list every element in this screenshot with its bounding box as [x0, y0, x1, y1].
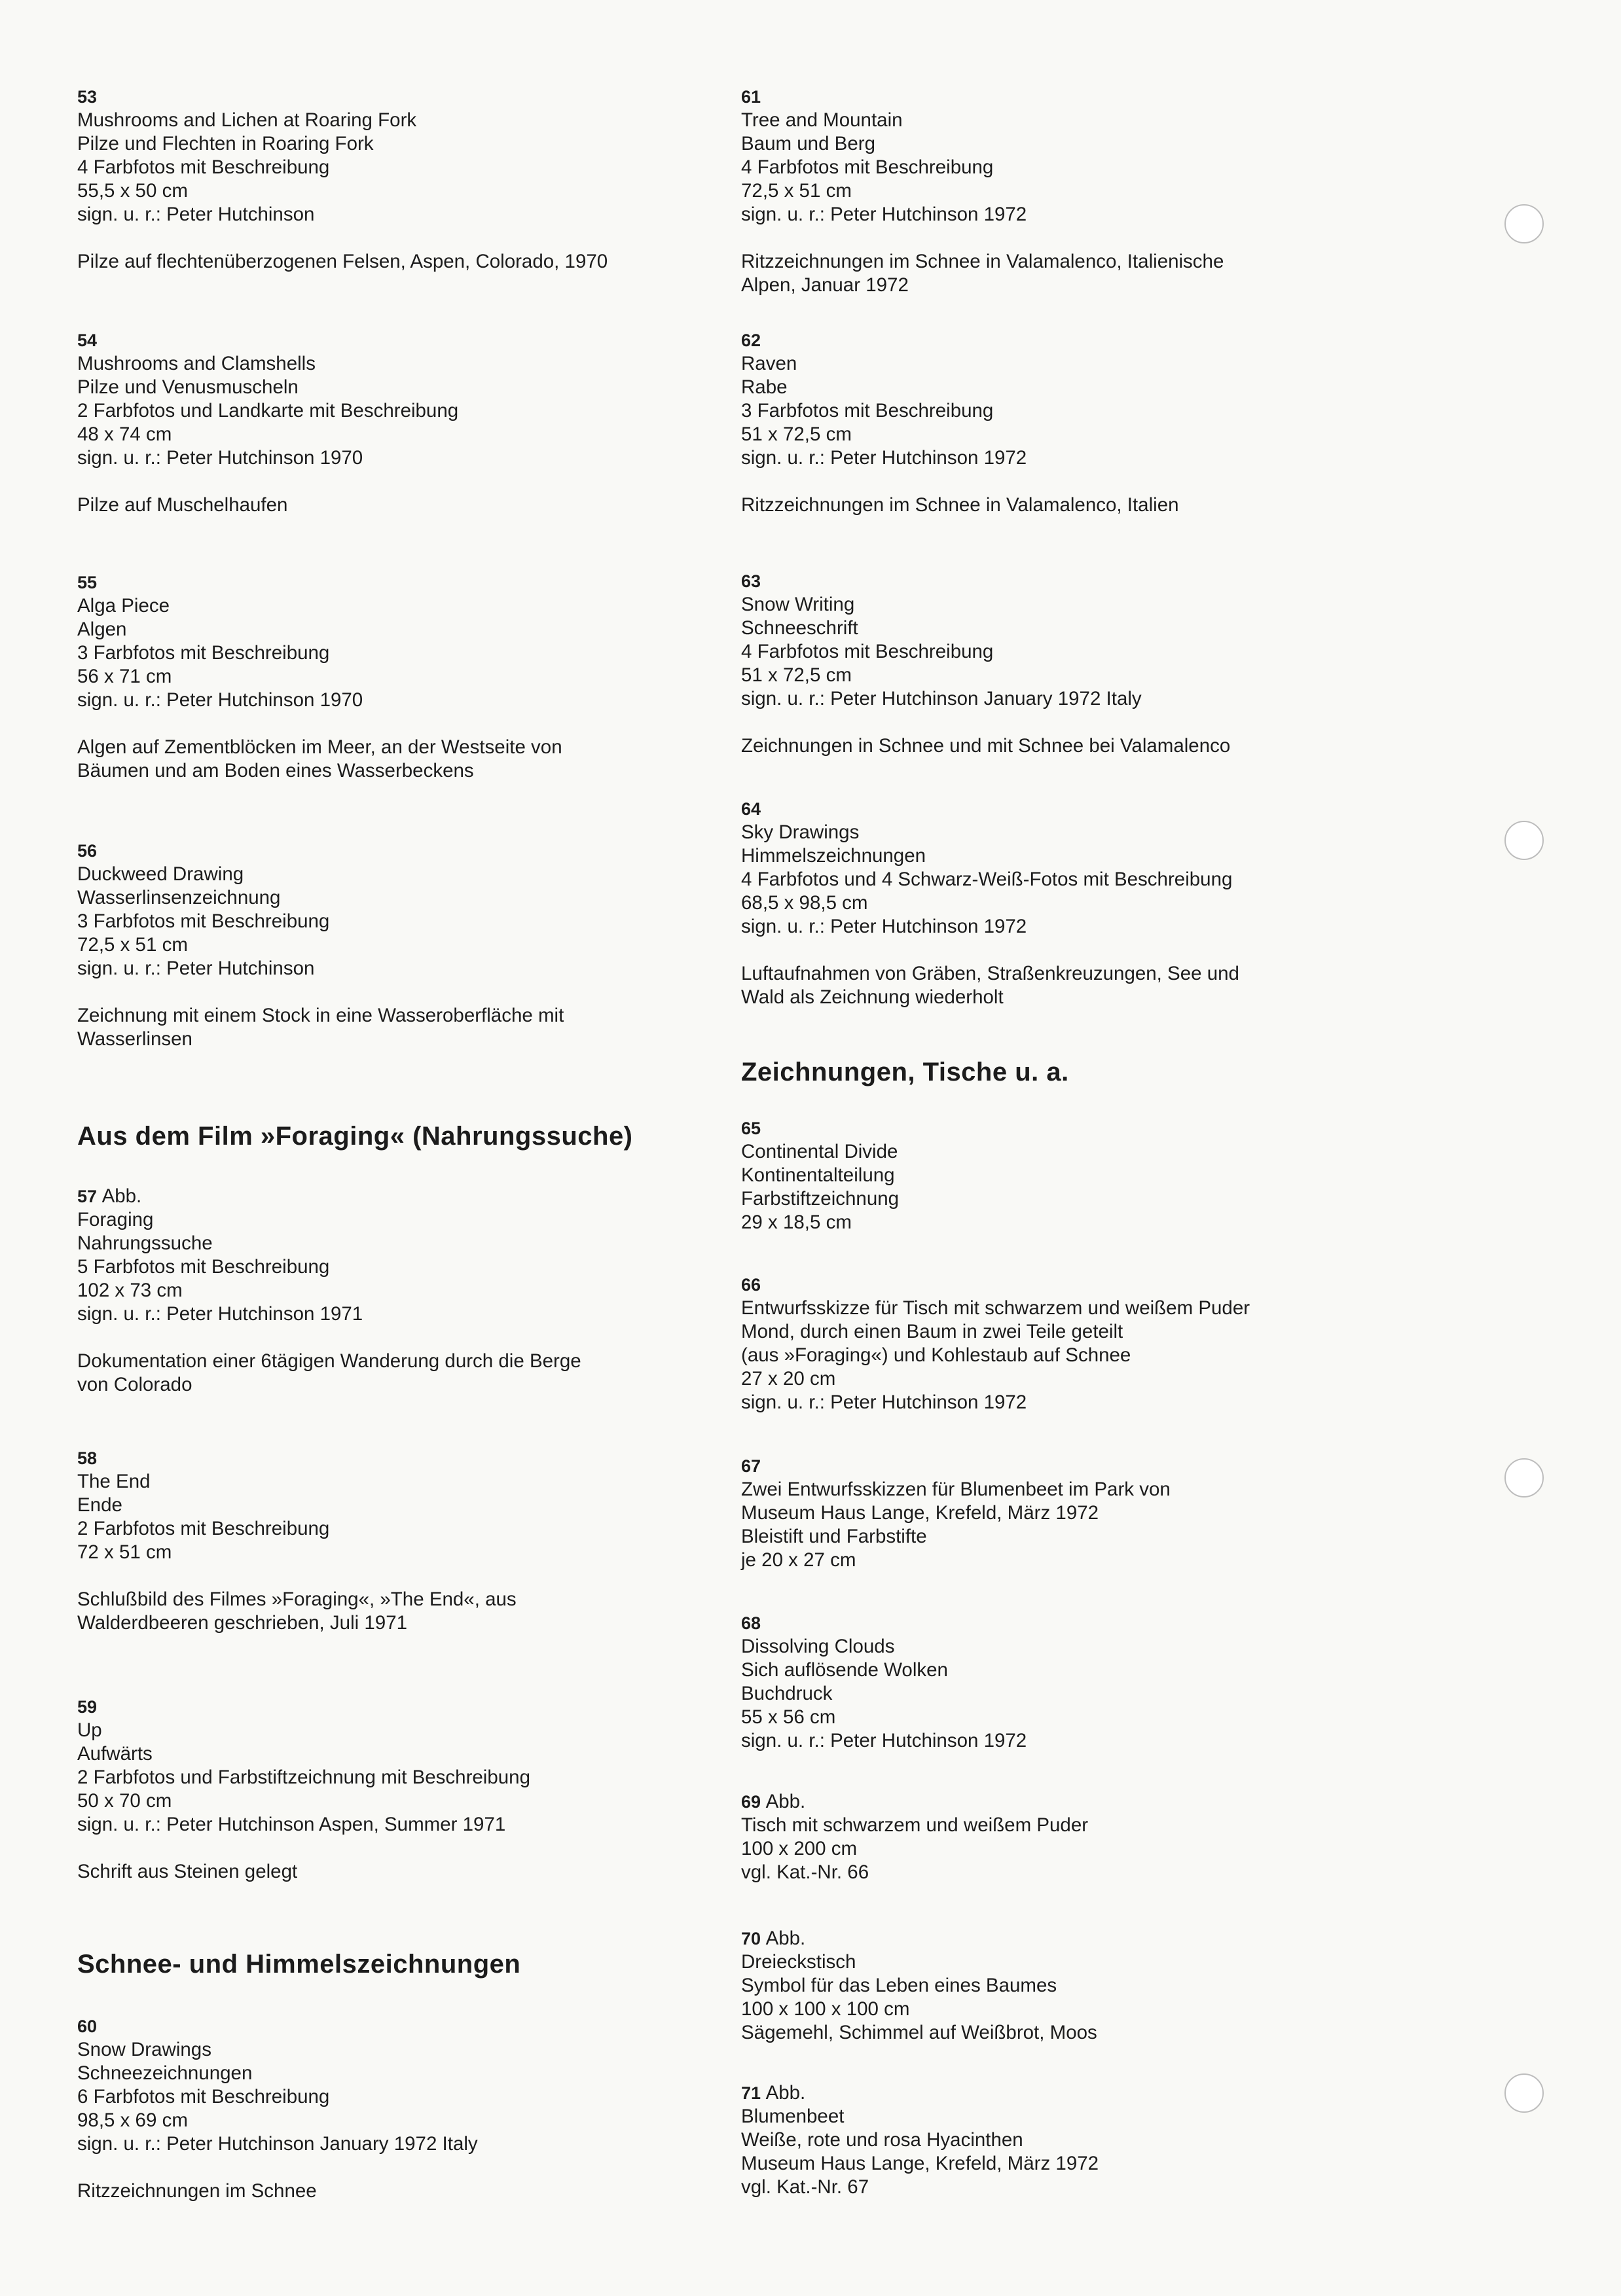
description-line: Wasserlinsen [77, 1028, 192, 1050]
entry-number-text: 69 [741, 1792, 761, 1812]
entry-line: 6 Farbfotos mit Beschreibung [77, 2086, 330, 2108]
entry-line: Duckweed Drawing [77, 863, 244, 885]
entry-description [77, 1860, 530, 1884]
entry-number-text: 54 [77, 331, 98, 350]
entry-description [741, 493, 1179, 517]
entry-number-text: 60 [77, 2017, 98, 2036]
entry-number [741, 569, 1230, 593]
catalog-entry [741, 85, 1224, 297]
entry-line: Dreieckstisch [741, 1951, 856, 1973]
entry-number-text: 67 [741, 1456, 761, 1476]
description-line: Wald als Zeichnung wiederholt [741, 986, 1004, 1008]
entry-line: Snow Writing [741, 594, 855, 615]
entry-number [77, 2015, 478, 2038]
entry-line: 72,5 x 51 cm [741, 180, 852, 202]
entry-number [741, 2081, 1099, 2105]
entry-number [77, 329, 458, 352]
entry-line: Schneeschrift [741, 617, 858, 639]
catalog-entry [741, 2081, 1099, 2199]
catalog-entry [741, 797, 1239, 1009]
description-line: Schlußbild des Filmes »Foraging«, »The End«, aus [77, 1588, 517, 1610]
catalog-entry [741, 329, 1179, 517]
punch-hole-upper-middle [1504, 821, 1544, 860]
entry-line: 56 x 71 cm [77, 666, 172, 687]
entry-line: sign. u. r.: Peter Hutchinson 1972 [741, 447, 1027, 469]
entry-line: Entwurfsskizze für Tisch mit schwarzem und weißem Puder [741, 1297, 1250, 1319]
entry-line: 50 x 70 cm [77, 1790, 172, 1812]
entry-line: vgl. Kat.-Nr. 66 [741, 1861, 869, 1883]
entry-number [741, 1790, 1088, 1814]
entry-number [741, 1273, 1250, 1297]
entry-line: Mushrooms and Clamshells [77, 353, 316, 374]
entry-description [77, 493, 458, 517]
description-line: Alpen, Januar 1972 [741, 274, 909, 296]
entry-number [77, 571, 562, 594]
entry-line: sign. u. r.: Peter Hutchinson 1972 [741, 1730, 1027, 1751]
description-line: Ritzzeichnungen im Schnee [77, 2180, 317, 2202]
entry-number-text: 71 [741, 2083, 761, 2103]
entry-line: 51 x 72,5 cm [741, 664, 852, 686]
description-line: Dokumentation einer 6tägigen Wanderung durch die Berge [77, 1350, 581, 1372]
entry-line: Sägemehl, Schimmel auf Weißbrot, Moos [741, 2022, 1097, 2043]
entry-line: 2 Farbfotos und Farbstiftzeichnung mit Beschreibung [77, 1767, 530, 1788]
entry-line: Weiße, rote und rosa Hyacinthen [741, 2129, 1023, 2151]
entry-number [741, 1454, 1171, 1478]
section-heading: Schnee- und Himmelszeichnungen [77, 1950, 521, 1979]
entry-line: Algen [77, 619, 127, 640]
entry-line: Pilze und Flechten in Roaring Fork [77, 133, 374, 154]
entry-number-text: 66 [741, 1275, 761, 1295]
entry-line: 27 x 20 cm [741, 1368, 836, 1390]
entry-number [741, 85, 1224, 109]
entry-number-text: 59 [77, 1697, 98, 1717]
entry-number-text: 58 [77, 1448, 98, 1468]
entry-line: Himmelszeichnungen [741, 845, 926, 867]
entry-line: Zwei Entwurfsskizzen für Blumenbeet im Park von [741, 1479, 1171, 1500]
entry-line: Up [77, 1719, 102, 1741]
entry-line: Kontinentalteilung [741, 1164, 895, 1186]
catalog-entry [741, 1273, 1250, 1414]
description-line: Algen auf Zementblöcken im Meer, an der Westseite von [77, 736, 562, 758]
entry-line: 48 x 74 cm [77, 423, 172, 445]
entry-line: Museum Haus Lange, Krefeld, März 1972 [741, 2153, 1099, 2174]
entry-line: 3 Farbfotos mit Beschreibung [77, 910, 330, 932]
entry-line: sign. u. r.: Peter Hutchinson January 1972 Italy [77, 2133, 478, 2155]
entry-line: 4 Farbfotos und 4 Schwarz-Weiß-Fotos mit Beschreibung [741, 869, 1233, 890]
entry-line: Snow Drawings [77, 2039, 211, 2060]
catalog-entry [741, 569, 1230, 758]
entry-description [741, 250, 1224, 297]
entry-line: Sky Drawings [741, 821, 860, 843]
entry-line: Pilze und Venusmuscheln [77, 376, 299, 398]
entry-number-text: 62 [741, 331, 761, 350]
catalog-entry [741, 1454, 1171, 1572]
entry-line: Tree and Mountain [741, 109, 903, 131]
entry-line: sign. u. r.: Peter Hutchinson 1970 [77, 447, 363, 469]
entry-line: 100 x 200 cm [741, 1838, 858, 1859]
entry-description [77, 1350, 581, 1397]
entry-line: 2 Farbfotos mit Beschreibung [77, 1518, 330, 1539]
punch-hole-bottom [1504, 2073, 1544, 2113]
entry-line: Rabe [741, 376, 788, 398]
illustration-marker: Abb. [765, 1791, 806, 1812]
entry-line: 3 Farbfotos mit Beschreibung [741, 400, 994, 422]
entry-line: 100 x 100 x 100 cm [741, 1998, 910, 2020]
entry-number [77, 839, 564, 863]
entry-number [77, 1446, 517, 1470]
catalog-entry [77, 571, 562, 783]
entry-description [77, 250, 608, 274]
entry-line: Mushrooms and Lichen at Roaring Fork [77, 109, 417, 131]
entry-number-text: 64 [741, 799, 761, 819]
entry-number [741, 329, 1179, 352]
entry-line: Nahrungssuche [77, 1232, 213, 1254]
entry-number [77, 85, 608, 109]
catalog-entry [77, 1185, 581, 1397]
entry-line: Blumenbeet [741, 2106, 845, 2127]
entry-line: sign. u. r.: Peter Hutchinson 1972 [741, 204, 1027, 225]
entry-line: Buchdruck [741, 1683, 833, 1704]
entry-number-text: 57 [77, 1187, 98, 1206]
entry-number-text: 56 [77, 841, 98, 861]
entry-description [741, 962, 1239, 1009]
description-line: Luftaufnahmen von Gräben, Straßenkreuzungen, See und [741, 963, 1239, 984]
entry-number [77, 1695, 530, 1719]
illustration-marker: Abb. [765, 1928, 806, 1949]
catalog-entry [77, 1695, 530, 1884]
catalog-entry [77, 329, 458, 517]
entry-number-text: 70 [741, 1929, 761, 1948]
entry-line: sign. u. r.: Peter Hutchinson [77, 958, 315, 979]
entry-line: Continental Divide [741, 1141, 898, 1162]
catalog-entry [741, 1790, 1088, 1884]
entry-line: 5 Farbfotos mit Beschreibung [77, 1256, 330, 1278]
catalog-entry [741, 1927, 1097, 2045]
entry-description [77, 2179, 478, 2203]
entry-number [741, 1117, 899, 1140]
entry-line: Alga Piece [77, 595, 170, 617]
entry-line: Schneezeichnungen [77, 2062, 253, 2084]
entry-line: 55,5 x 50 cm [77, 180, 188, 202]
description-line: Zeichnungen in Schnee und mit Schnee bei Valamalenco [741, 735, 1231, 757]
entry-line: 4 Farbfotos mit Beschreibung [741, 156, 994, 178]
entry-number-text: 53 [77, 87, 98, 107]
entry-line: The End [77, 1471, 151, 1492]
entry-line: sign. u. r.: Peter Hutchinson January 1972 Italy [741, 688, 1142, 709]
entry-description [741, 734, 1230, 758]
entry-description [77, 1588, 517, 1635]
description-line: Pilze auf flechtenüberzogenen Felsen, Aspen, Colorado, 1970 [77, 251, 608, 272]
description-line: Zeichnung mit einem Stock in eine Wasseroberfläche mit [77, 1005, 564, 1026]
entry-line: 3 Farbfotos mit Beschreibung [77, 642, 330, 664]
entry-line: sign. u. r.: Peter Hutchinson 1970 [77, 689, 363, 711]
entry-line: Baum und Berg [741, 133, 875, 154]
entry-line: (aus »Foraging«) und Kohlestaub auf Schnee [741, 1344, 1131, 1366]
entry-line: Farbstiftzeichnung [741, 1188, 900, 1210]
description-line: Bäumen und am Boden eines Wasserbeckens [77, 760, 474, 781]
catalog-entry [77, 839, 564, 1051]
entry-line: Foraging [77, 1209, 154, 1230]
entry-line: 102 x 73 cm [77, 1280, 183, 1301]
entry-line: vgl. Kat.-Nr. 67 [741, 2176, 869, 2198]
catalog-entry [77, 85, 608, 274]
entry-line: 4 Farbfotos mit Beschreibung [77, 156, 330, 178]
entry-line: 55 x 56 cm [741, 1706, 836, 1728]
entry-line: Symbol für das Leben eines Baumes [741, 1975, 1057, 1996]
punch-hole-top [1504, 204, 1544, 243]
entry-line: Bleistift und Farbstifte [741, 1526, 927, 1547]
entry-description [77, 736, 562, 783]
catalog-entry [741, 1117, 899, 1234]
entry-line: sign. u. r.: Peter Hutchinson Aspen, Summer 1971 [77, 1814, 506, 1835]
catalog-entry [77, 2015, 478, 2203]
punch-hole-lower-middle [1504, 1458, 1544, 1498]
entry-line: 29 x 18,5 cm [741, 1211, 852, 1233]
description-line: Walderdbeeren geschrieben, Juli 1971 [77, 1612, 408, 1634]
entry-line: sign. u. r.: Peter Hutchinson [77, 204, 315, 225]
entry-number [741, 1927, 1097, 1950]
entry-line: je 20 x 27 cm [741, 1549, 856, 1571]
entry-number-text: 61 [741, 87, 761, 107]
entry-description [77, 1004, 564, 1051]
entry-line: 68,5 x 98,5 cm [741, 892, 868, 914]
entry-line: Museum Haus Lange, Krefeld, März 1972 [741, 1502, 1099, 1524]
entry-line: sign. u. r.: Peter Hutchinson 1971 [77, 1303, 363, 1325]
catalog-entry [77, 1446, 517, 1635]
entry-number-text: 65 [741, 1119, 761, 1138]
description-line: Schrift aus Steinen gelegt [77, 1861, 298, 1882]
entry-line: Ende [77, 1494, 122, 1516]
entry-line: Sich auflösende Wolken [741, 1659, 948, 1681]
entry-line: Wasserlinsenzeichnung [77, 887, 281, 908]
entry-number-text: 68 [741, 1613, 761, 1633]
entry-line: 72 x 51 cm [77, 1541, 172, 1563]
entry-number [77, 1185, 581, 1208]
entry-line: Tisch mit schwarzem und weißem Puder [741, 1814, 1089, 1836]
section-heading: Zeichnungen, Tische u. a. [741, 1058, 1069, 1086]
section-heading: Aus dem Film »Foraging« (Nahrungssuche) [77, 1122, 633, 1151]
entry-line: Mond, durch einen Baum in zwei Teile geteilt [741, 1321, 1123, 1342]
description-line: Ritzzeichnungen im Schnee in Valamalenco, Italien [741, 494, 1179, 516]
entry-line: Dissolving Clouds [741, 1636, 895, 1657]
entry-line: sign. u. r.: Peter Hutchinson 1972 [741, 916, 1027, 937]
entry-line: 98,5 x 69 cm [77, 2109, 188, 2131]
description-line: Pilze auf Muschelhaufen [77, 494, 288, 516]
illustration-marker: Abb. [765, 2082, 806, 2104]
entry-line: sign. u. r.: Peter Hutchinson 1972 [741, 1391, 1027, 1413]
description-line: Ritzzeichnungen im Schnee in Valamalenco, Italienische [741, 251, 1224, 272]
catalog-entry [741, 1611, 1027, 1753]
entry-line: 72,5 x 51 cm [77, 934, 188, 956]
illustration-marker: Abb. [101, 1185, 142, 1207]
entry-number-text: 55 [77, 573, 98, 592]
entry-number [741, 797, 1239, 821]
entry-line: Raven [741, 353, 797, 374]
entry-line: 51 x 72,5 cm [741, 423, 852, 445]
entry-line: Aufwärts [77, 1743, 153, 1765]
entry-line: 2 Farbfotos und Landkarte mit Beschreibung [77, 400, 459, 422]
entry-line: 4 Farbfotos mit Beschreibung [741, 641, 994, 662]
description-line: von Colorado [77, 1374, 192, 1395]
entry-number-text: 63 [741, 571, 761, 591]
entry-number [741, 1611, 1027, 1635]
